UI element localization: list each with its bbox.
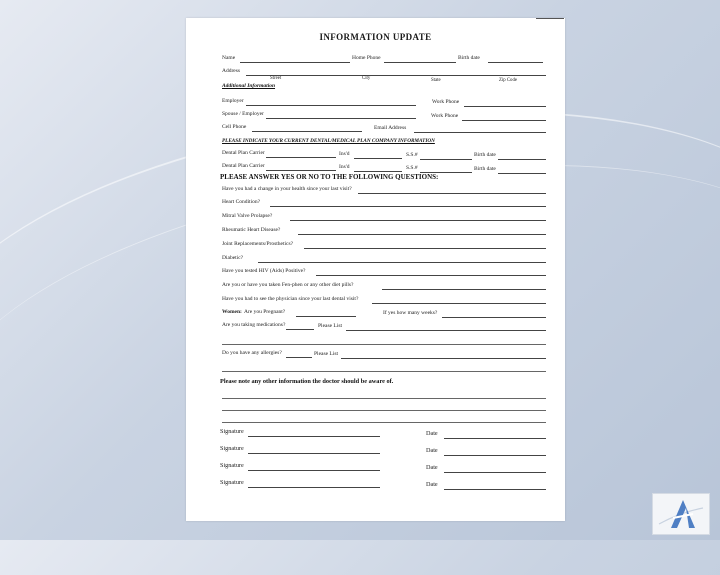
signature-label-2: Signature: [220, 445, 244, 452]
insured-field-1[interactable]: [354, 158, 402, 159]
logo-mark-icon: [653, 494, 709, 534]
insured-field-2[interactable]: [354, 171, 402, 172]
question-medications: Are you taking medications?: [222, 322, 286, 328]
divider: [536, 18, 564, 19]
birth-date-label-2: Birth date: [474, 166, 496, 172]
address-label: Address: [222, 68, 241, 74]
question-joint-replacement: Joint Replacements/Prosthetics?: [222, 241, 294, 247]
other-info-line[interactable]: [222, 410, 546, 411]
home-phone-field[interactable]: [384, 62, 456, 63]
cell-phone-field[interactable]: [252, 131, 362, 132]
spouse-work-phone-field[interactable]: [462, 120, 546, 121]
employer-field[interactable]: [246, 105, 416, 106]
date-label-1: Date: [426, 430, 438, 437]
signature-label-1: Signature: [220, 428, 244, 435]
dental-carrier-field-1[interactable]: [266, 157, 336, 158]
birth-date-label: Birth date: [458, 55, 480, 61]
address-field[interactable]: [246, 75, 546, 76]
form-title: INFORMATION UPDATE: [319, 32, 432, 42]
signature-field-2[interactable]: [248, 453, 380, 454]
name-label: Name: [222, 55, 236, 61]
insured-label-1: Ins'd: [339, 151, 350, 157]
work-phone-field[interactable]: [464, 106, 546, 107]
answer-field[interactable]: [258, 262, 546, 263]
spouse-field[interactable]: [266, 118, 416, 119]
question-hiv: Have you tested HIV (Aids) Positive?: [222, 268, 306, 274]
question-allergies: Do you have any allergies?: [222, 350, 282, 356]
birth-date-field-1[interactable]: [498, 159, 546, 160]
city-sublabel: City: [362, 76, 371, 81]
question-weeks: If yes how many weeks?: [383, 310, 438, 316]
question-diabetic: Diabetic?: [222, 255, 244, 261]
answer-field[interactable]: [290, 220, 546, 221]
birth-date-label-1: Birth date: [474, 152, 496, 158]
street-sublabel: Street: [270, 76, 282, 81]
answer-field[interactable]: [382, 289, 546, 290]
pregnant-field[interactable]: [296, 316, 356, 317]
question-heart: Heart Condition?: [222, 199, 261, 205]
birth-date-field-2[interactable]: [498, 173, 546, 174]
answer-field[interactable]: [358, 193, 546, 194]
spouse-work-phone-label: Work Phone: [431, 113, 459, 119]
date-label-2: Date: [426, 447, 438, 454]
date-field-3[interactable]: [444, 472, 546, 473]
corner-logo: [652, 493, 710, 535]
allergies-field[interactable]: [286, 357, 312, 358]
medications-list-field[interactable]: [346, 330, 546, 331]
dental-carrier-label-1: Dental Plan Carrier: [222, 150, 265, 156]
work-phone-label: Work Phone: [432, 99, 460, 105]
email-field[interactable]: [414, 132, 546, 133]
signature-field-1[interactable]: [248, 436, 380, 437]
spouse-label: Spouse / Employer: [222, 111, 264, 117]
answer-field[interactable]: [298, 234, 546, 235]
answer-field[interactable]: [316, 275, 546, 276]
allergies-list-field[interactable]: [341, 358, 546, 359]
email-label: Email Address: [374, 125, 407, 131]
ssn-label-2: S.S.#: [406, 165, 418, 171]
employer-label: Employer: [222, 98, 244, 104]
answer-field[interactable]: [270, 206, 546, 207]
other-info-heading: Please note any other information the doctor should be aware of.: [220, 378, 394, 385]
question-pregnant: Are you Pregnant?: [244, 309, 286, 315]
question-fen-phen: Are you or have you taken Fen-phen or any other diet pills?: [222, 282, 354, 288]
date-field-2[interactable]: [444, 455, 546, 456]
question-health-change: Have you had a change in your health since your last visit?: [222, 186, 352, 192]
dental-carrier-field-2[interactable]: [266, 170, 336, 171]
insurance-heading: PLEASE INDICATE YOUR CURRENT DENTAL/MEDICAL PLAN COMPANY INFORMATION: [222, 138, 435, 144]
question-physician-visit: Have you had to see the physician since your last dental visit?: [222, 296, 359, 302]
date-field-4[interactable]: [444, 489, 546, 490]
date-label-3: Date: [426, 464, 438, 471]
please-list-label-1: Please List: [318, 323, 342, 329]
zip-sublabel: Zip Code: [499, 78, 517, 83]
please-list-label-2: Please List: [314, 351, 338, 357]
name-field[interactable]: [240, 62, 350, 63]
dental-carrier-label-2: Dental Plan Carrier: [222, 163, 265, 169]
weeks-field[interactable]: [442, 317, 546, 318]
women-label: Women:: [222, 309, 242, 315]
question-mitral-valve: Mitral Valve Prolapse?: [222, 213, 273, 219]
other-info-line[interactable]: [222, 422, 546, 423]
additional-info-heading: Additional Information: [222, 83, 276, 89]
questions-heading: PLEASE ANSWER YES OR NO TO THE FOLLOWING QUESTIONS:: [220, 173, 439, 181]
date-label-4: Date: [426, 481, 438, 488]
question-rheumatic: Rheumatic Heart Disease?: [222, 227, 281, 233]
answer-field[interactable]: [304, 248, 546, 249]
home-phone-label: Home Phone: [352, 55, 381, 61]
other-info-line[interactable]: [222, 398, 546, 399]
scanned-form-page: [186, 18, 565, 521]
state-sublabel: State: [431, 78, 441, 83]
signature-field-3[interactable]: [248, 470, 380, 471]
signature-label-4: Signature: [220, 479, 244, 486]
medications-field[interactable]: [286, 329, 314, 330]
answer-field[interactable]: [372, 303, 546, 304]
birth-date-field[interactable]: [488, 62, 543, 63]
signature-field-4[interactable]: [248, 487, 380, 488]
ssn-field-1[interactable]: [420, 159, 472, 160]
allergies-list-line[interactable]: [222, 371, 546, 372]
medications-list-line[interactable]: [222, 344, 546, 345]
ssn-label-1: S.S.#: [406, 152, 418, 158]
date-field-1[interactable]: [444, 438, 546, 439]
cell-phone-label: Cell Phone: [222, 124, 247, 130]
insured-label-2: Ins'd: [339, 164, 350, 170]
signature-label-3: Signature: [220, 462, 244, 469]
